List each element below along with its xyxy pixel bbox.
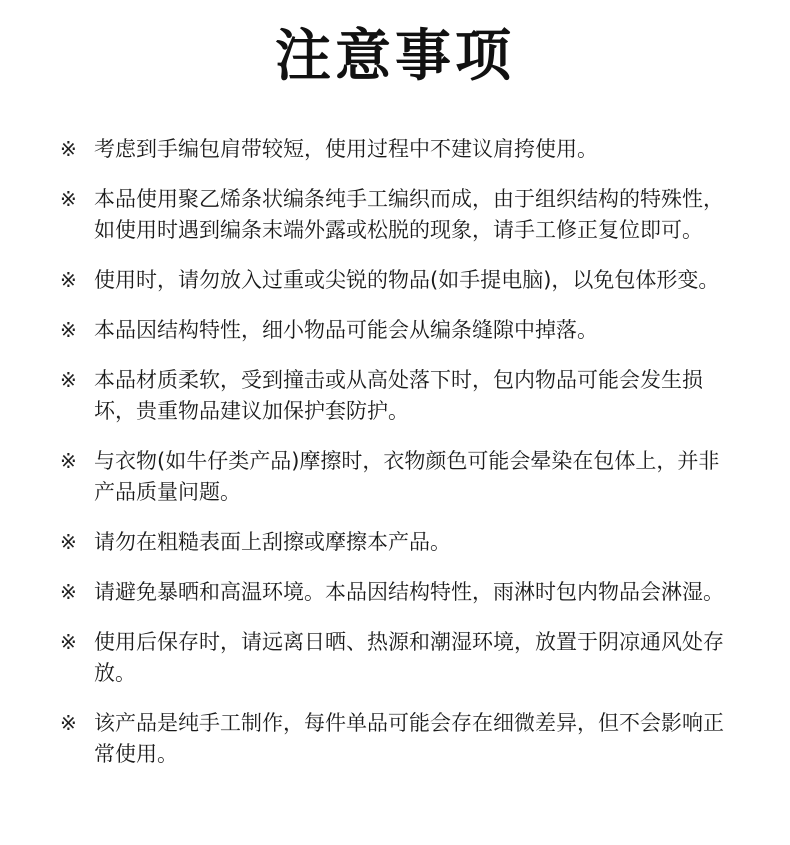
note-item-9 <box>60 627 738 689</box>
note-text: 本品使用聚乙烯条状编条纯手工编织而成，由于组织结构的特殊性，如使用时遇到编条末端外露或松脱的现象，请手工修正复位即可。 <box>94 187 724 242</box>
note-text: 请勿在粗糙表面上刮擦或摩擦本产品。 <box>94 530 451 554</box>
reference-mark-icon: ※ <box>60 580 77 604</box>
note-text: 使用时，请勿放入过重或尖锐的物品(如手提电脑)，以免包体形变。 <box>94 268 720 292</box>
reference-mark-icon: ※ <box>60 137 77 161</box>
note-text: 请避免暴晒和高温环境。本品因结构特性，雨淋时包内物品会淋湿。 <box>94 580 724 604</box>
note-item-4 <box>60 315 738 346</box>
note-text: 本品材质柔软，受到撞击或从高处落下时，包内物品可能会发生损坏，贵重物品建议加保护套防护。 <box>94 368 703 423</box>
reference-mark-icon: ※ <box>60 368 77 392</box>
note-item-2 <box>60 184 738 246</box>
note-text: 该产品是纯手工制作，每件单品可能会存在细微差异，但不会影响正常使用。 <box>94 711 724 766</box>
note-item-8 <box>60 577 738 608</box>
page-title: 注意事项 <box>275 24 515 89</box>
note-item-1 <box>60 134 738 165</box>
note-item-5 <box>60 365 738 427</box>
note-item-3 <box>60 265 738 296</box>
note-text: 考虑到手编包肩带较短，使用过程中不建议肩挎使用。 <box>94 137 598 161</box>
note-text: 与衣物(如牛仔类产品)摩擦时，衣物颜色可能会晕染在包体上，并非产品质量问题。 <box>94 449 720 504</box>
notes-list <box>0 134 790 770</box>
note-item-6 <box>60 446 738 508</box>
reference-mark-icon: ※ <box>60 187 77 211</box>
note-text: 本品因结构特性，细小物品可能会从编条缝隙中掉落。 <box>94 318 598 342</box>
note-item-7 <box>60 527 738 558</box>
reference-mark-icon: ※ <box>60 711 77 735</box>
note-text: 使用后保存时，请远离日晒、热源和潮湿环境，放置于阴凉通风处存放。 <box>94 630 724 685</box>
note-item-10 <box>60 708 738 770</box>
reference-mark-icon: ※ <box>60 318 77 342</box>
reference-mark-icon: ※ <box>60 530 77 554</box>
reference-mark-icon: ※ <box>60 268 77 292</box>
reference-mark-icon: ※ <box>60 630 77 654</box>
reference-mark-icon: ※ <box>60 449 77 473</box>
